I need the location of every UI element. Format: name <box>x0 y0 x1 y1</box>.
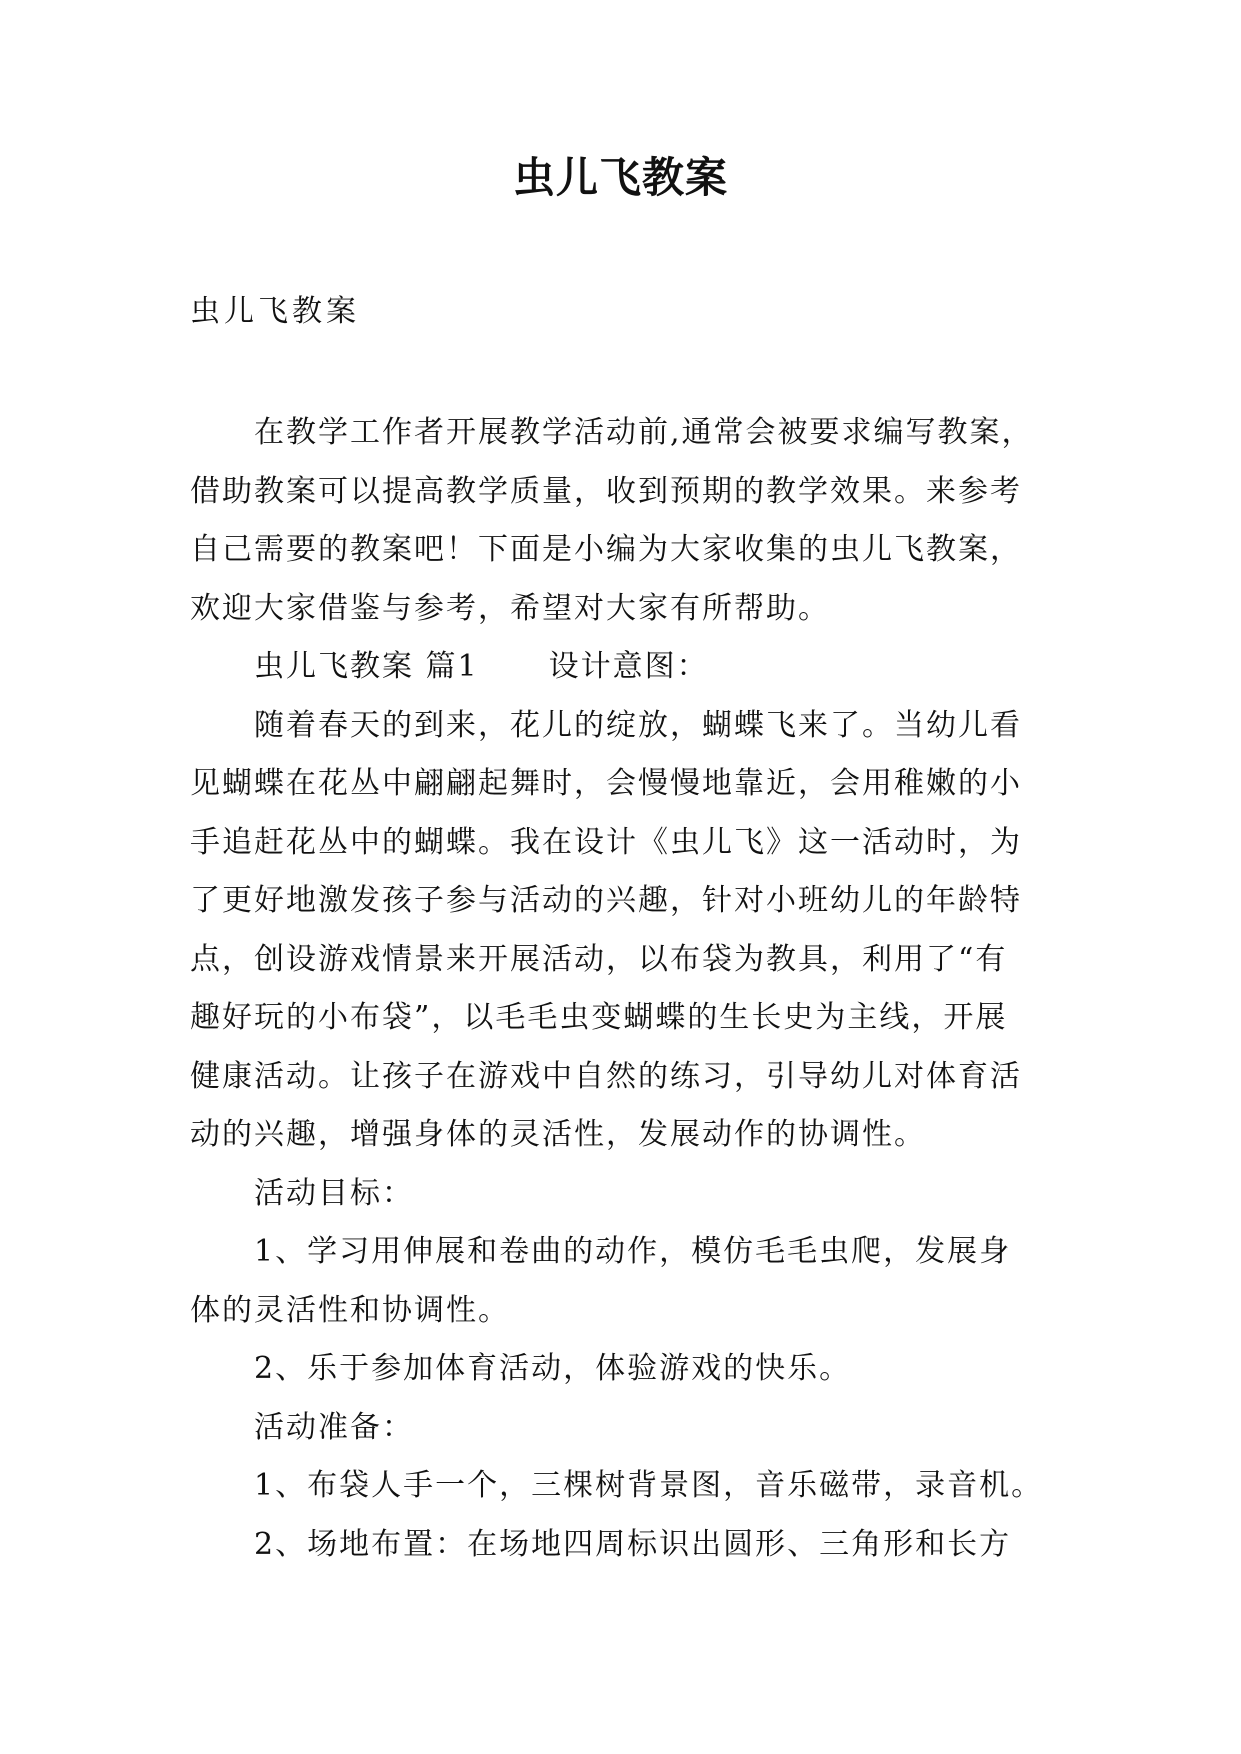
section-heading: 虫儿飞教案 篇1 <box>254 649 479 684</box>
paragraph-line <box>190 1165 1050 1224</box>
line-text: 随着春天的到来，花儿的绽放，蝴蝶飞来了。当幼儿看 <box>254 707 1022 743</box>
paragraph-line <box>190 404 1050 463</box>
line-text: 手追赶花丛中的蝴蝶。我在设计《虫儿飞》这一活动时，为 <box>190 824 1022 860</box>
paragraph-line <box>190 580 1050 639</box>
line-text: 点，创设游戏情景来开展活动，以布袋为教具，利用了“有 <box>190 941 1008 977</box>
line-text: 见蝴蝶在花丛中翩翩起舞时，会慢慢地靠近，会用稚嫩的小 <box>190 766 1022 801</box>
line-text: 1、布袋人手一个，三棵树背景图，音乐磁带，录音机。 <box>254 1468 1044 1503</box>
paragraph-line <box>190 1516 1050 1575</box>
paragraph-line <box>190 1340 1050 1399</box>
paragraph-line <box>190 1106 1050 1165</box>
line-text: 健康活动。让孩子在游戏中自然的练习，引导幼儿对体育活 <box>190 1058 1022 1094</box>
line-text: 体的灵活性和协调性。 <box>190 1292 510 1328</box>
line-text: 动的兴趣，增强身体的灵活性，发展动作的协调性。 <box>190 1117 926 1152</box>
paragraph-line <box>190 521 1050 580</box>
line-text: 1、学习用伸展和卷曲的动作，模仿毛毛虫爬，发展身 <box>254 1234 1012 1269</box>
document-title: 虫儿飞教案 <box>512 153 728 202</box>
line-text: 自己需要的教案吧！下面是小编为大家收集的虫儿飞教案， <box>190 532 1022 567</box>
line-text: 趣好玩的小布袋”，以毛毛虫变蝴蝶的生长史为主线，开展 <box>190 1000 1008 1035</box>
paragraph-line <box>190 1223 1050 1282</box>
line-text: 欢迎大家借鉴与参考，希望对大家有所帮助。 <box>190 590 830 626</box>
paragraph-line <box>190 814 1050 873</box>
section-subheading: 设计意图： <box>548 649 709 684</box>
document-subtitle: 虫儿飞教案 <box>190 294 360 329</box>
paragraph-line <box>190 1282 1050 1341</box>
line-text: 活动目标： <box>254 1175 414 1211</box>
line-text: 在教学工作者开展教学活动前,通常会被要求编写教案， <box>254 415 1034 450</box>
paragraph-line <box>190 1048 1050 1107</box>
line-text: 了更好地激发孩子参与活动的兴趣，针对小班幼儿的年龄特 <box>190 883 1022 918</box>
paragraph-line <box>190 1457 1050 1516</box>
paragraph-line <box>190 755 1050 814</box>
document-body <box>190 404 1050 1574</box>
line-text: 2、乐于参加体育活动，体验游戏的快乐。 <box>254 1351 852 1386</box>
paragraph-line <box>190 989 1050 1048</box>
paragraph-line <box>190 931 1050 990</box>
paragraph-line <box>190 1399 1050 1458</box>
paragraph-line <box>190 872 1050 931</box>
line-text: 借助教案可以提高教学质量，收到预期的教学效果。来参考 <box>190 473 1022 509</box>
paragraph-line <box>190 638 1050 697</box>
paragraph-line <box>190 463 1050 522</box>
line-text: 2、场地布置：在场地四周标识出圆形、三角形和长方 <box>254 1526 1012 1562</box>
line-text: 活动准备： <box>254 1409 414 1445</box>
paragraph-line <box>190 697 1050 756</box>
